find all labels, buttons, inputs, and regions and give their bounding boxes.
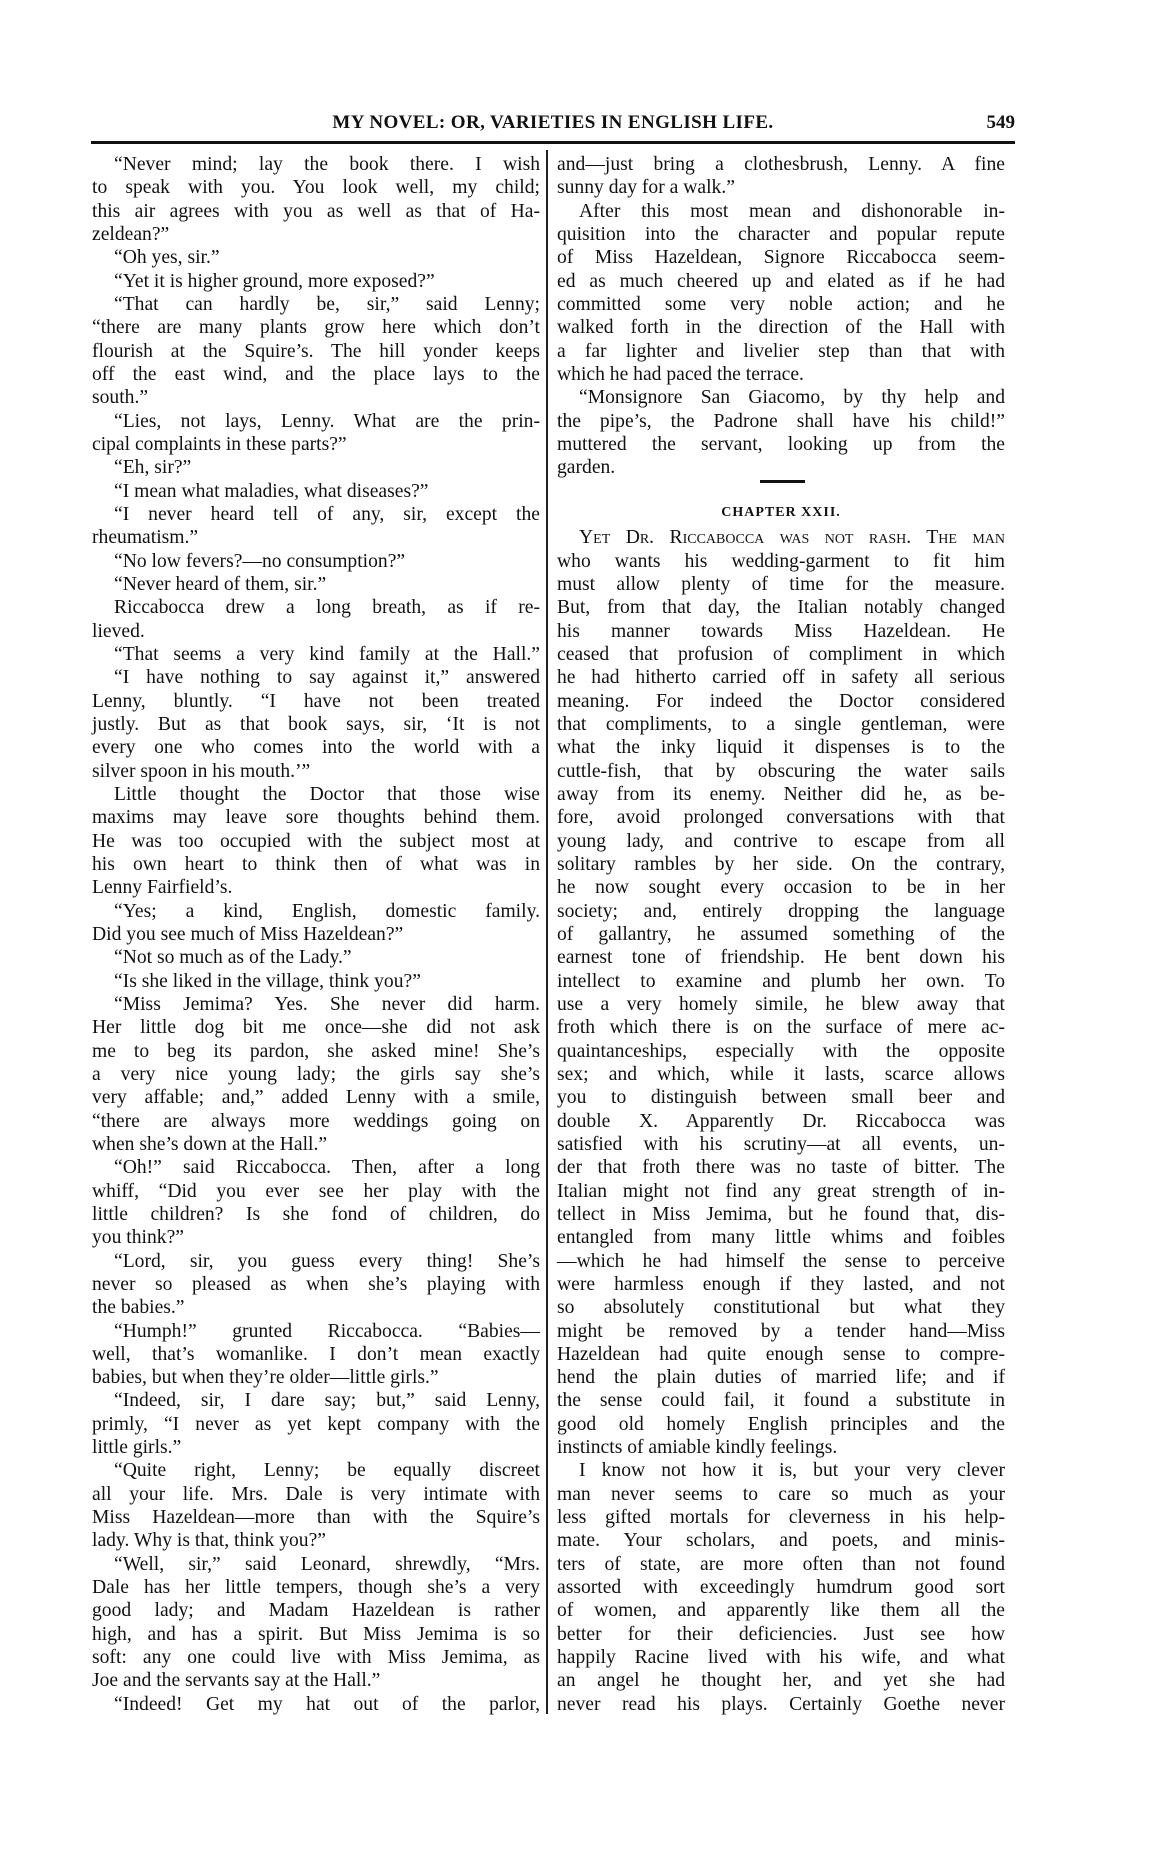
- text-line: mate. Your scholars, and poets, and minis-: [557, 1530, 1005, 1552]
- paragraph-start-line: “Never heard of them, sir.”: [114, 573, 327, 595]
- text-line: muttered the servant, looking up from the: [557, 433, 1005, 455]
- text-line: every one who comes into the world with a: [92, 737, 540, 759]
- text-line: justly. But as that book says, sir, ‘It is not: [92, 713, 540, 735]
- text-line: rheumatism.”: [92, 527, 199, 549]
- text-line: assorted with exceedingly humdrum good sort: [557, 1577, 1005, 1599]
- paragraph-start-line: After this most mean and dishonorable in-: [579, 200, 1005, 222]
- running-title: MY NOVEL: OR, VARIETIES IN ENGLISH LIFE.: [332, 112, 774, 133]
- text-line: quisition into the character and popular repute: [557, 223, 1005, 245]
- text-line: of gallantry, he assumed something of the: [557, 923, 1005, 945]
- paragraph-start-line: “Indeed, sir, I dare say; but,” said Lenny,: [114, 1390, 540, 1412]
- page-number: 549: [986, 112, 1015, 133]
- text-line: he now sought every occasion to be in her: [557, 877, 1005, 899]
- text-line: that compliments, to a single gentleman, were: [557, 713, 1005, 735]
- text-line: away from its enemy. Neither did he, as be-: [557, 783, 1005, 805]
- text-line: his own heart to think then of what was in: [92, 853, 540, 875]
- text-line: satisfied with his scrutiny—at all events, un-: [557, 1133, 1005, 1155]
- header-rule: [91, 141, 1015, 144]
- paragraph-start-line: I know not how it is, but your very clever: [579, 1460, 1005, 1482]
- text-line: fore, avoid prolonged conversations with that: [557, 807, 1005, 829]
- text-line: little girls.”: [92, 1437, 182, 1459]
- paragraph-start-line: “Lord, sir, you guess every thing! She’s: [114, 1250, 540, 1272]
- text-line: the sense could fail, it found a substitute in: [557, 1390, 1005, 1412]
- text-line: south.”: [92, 387, 149, 409]
- text-line: less gifted mortals for cleverness in his help-: [557, 1507, 1005, 1529]
- paragraph-start-line: “Monsignore San Giacomo, by thy help and: [579, 387, 1005, 409]
- text-line: high, and has a spirit. But Miss Jemima is so: [92, 1623, 540, 1645]
- text-line: Lenny Fairfield’s.: [92, 877, 233, 899]
- text-line: ters of state, are more often than not found: [557, 1553, 1005, 1575]
- text-line: very affable; and,” added Lenny with a smile,: [92, 1087, 540, 1109]
- text-line: the pipe’s, the Padrone shall have his child!”: [557, 410, 1005, 432]
- paragraph-start-line: “I have nothing to say against it,” answered: [114, 667, 540, 689]
- paragraph-start-line: “Yet it is higher ground, more exposed?”: [114, 270, 435, 292]
- text-line: babies, but when they’re older—little girls.”: [92, 1367, 439, 1389]
- text-line: entangled from many little whims and foibles: [557, 1227, 1005, 1249]
- paragraph-start-line: “Humph!” grunted Riccabocca. “Babies—: [114, 1320, 540, 1342]
- text-line: of Miss Hazeldean, Signore Riccabocca seem-: [557, 247, 1005, 269]
- text-line: cuttle-fish, that by obscuring the water sails: [557, 760, 1005, 782]
- text-line: a far lighter and livelier step than that with: [557, 340, 1005, 362]
- text-line: der that froth there was no taste of bitter. The: [557, 1157, 1005, 1179]
- text-line: double X. Apparently Dr. Riccabocca was: [557, 1110, 1005, 1132]
- text-line: off the east wind, and the place lays to the: [92, 363, 540, 385]
- text-line: better for their deficiencies. Just see how: [557, 1623, 1005, 1645]
- section-rule: [760, 480, 805, 483]
- running-head: [91, 108, 1015, 138]
- text-line: society; and, entirely dropping the language: [557, 900, 1005, 922]
- text-line: But, from that day, the Italian notably changed: [557, 597, 1005, 619]
- text-line: must allow plenty of time for the measure.: [557, 573, 1005, 595]
- paragraph-start-line: “Eh, sir?”: [114, 457, 192, 479]
- paragraph-start-line: “Quite right, Lenny; be equally discreet: [114, 1460, 540, 1482]
- paragraph-start-line: “Well, sir,” said Leonard, shrewdly, “Mrs.: [114, 1553, 540, 1575]
- paragraph-start-line: “That seems a very kind family at the Hall.”: [114, 643, 540, 665]
- text-line: froth which there is on the surface of mere ac-: [557, 1017, 1005, 1039]
- text-line: soft: any one could live with Miss Jemima, as: [92, 1647, 540, 1669]
- paragraph-start-line: “I mean what maladies, what diseases?”: [114, 480, 429, 502]
- text-line: committed some very noble action; and he: [557, 293, 1005, 315]
- text-line: when she’s down at the Hall.”: [92, 1133, 328, 1155]
- text-line: hend the plain duties of married life; and if: [557, 1367, 1005, 1389]
- text-line: well, that’s womanlike. I don’t mean exactly: [92, 1343, 540, 1365]
- text-line: He was too occupied with the subject most at: [92, 830, 540, 852]
- text-line: Joe and the servants say at the Hall.”: [92, 1670, 381, 1692]
- text-line: walked forth in the direction of the Hall with: [557, 317, 1005, 339]
- text-line: good old homely English principles and the: [557, 1413, 1005, 1435]
- text-line: me to beg its pardon, she asked mine! She’s: [92, 1040, 540, 1062]
- text-line: lady. Why is that, think you?”: [92, 1530, 326, 1552]
- text-line: zeldean?”: [92, 223, 170, 245]
- paragraph-start-line: Little thought the Doctor that those wise: [114, 783, 540, 805]
- text-line: Her little dog bit me once—she did not ask: [92, 1017, 540, 1039]
- text-line: ceased that profusion of compliment in which: [557, 643, 1005, 665]
- text-line: Lenny, bluntly. “I have not been treated: [92, 690, 540, 712]
- text-line: who wants his wedding-garment to fit him: [557, 550, 1005, 572]
- text-line: cipal complaints in these parts?”: [92, 433, 347, 455]
- paragraph-start-line: Yet Dr. Riccabocca was not rash. The man: [579, 527, 1005, 549]
- paragraph-start-line: “Lies, not lays, Lenny. What are the prin-: [114, 410, 540, 432]
- text-line: Italian might not find any great strength of in-: [557, 1180, 1005, 1202]
- text-line: flourish at the Squire’s. The hill yonder keeps: [92, 340, 540, 362]
- text-line: which he had paced the terrace.: [557, 363, 804, 385]
- text-line: tellect in Miss Jemima, but he found that, dis-: [557, 1203, 1005, 1225]
- paragraph-start-line: “Oh yes, sir.”: [114, 247, 220, 269]
- paragraph-start-line: “I never heard tell of any, sir, except the: [114, 503, 540, 525]
- text-line: use a very homely simile, he blew away that: [557, 993, 1005, 1015]
- text-line: the babies.”: [92, 1297, 185, 1319]
- text-line: “there are always more weddings going on: [92, 1110, 540, 1132]
- text-line: young lady, and contrive to escape from all: [557, 830, 1005, 852]
- text-line: solitary rambles by her side. On the contrary,: [557, 853, 1005, 875]
- paragraph-start-line: “Never mind; lay the book there. I wish: [114, 154, 540, 175]
- text-line: little children? Is she fond of children, do: [92, 1203, 540, 1225]
- text-line: Did you see much of Miss Hazeldean?”: [92, 923, 404, 945]
- text-line: what the inky liquid it dispenses is to the: [557, 737, 1005, 759]
- chapter-heading: CHAPTER XXII.: [721, 505, 841, 520]
- text-line: whiff, “Did you ever see her play with the: [92, 1180, 540, 1202]
- text-line: ed as much cheered up and elated as if he had: [557, 270, 1005, 292]
- paragraph-start-line: “Yes; a kind, English, domestic family.: [114, 900, 540, 922]
- text-line: lieved.: [92, 620, 145, 642]
- text-line: earnest tone of friendship. He bent down his: [557, 947, 1005, 969]
- text-line: garden.: [557, 457, 616, 479]
- paragraph-start-line: “That can hardly be, sir,” said Lenny;: [114, 293, 540, 315]
- text-line: “there are many plants grow here which don’t: [92, 317, 540, 339]
- text-line: you to distinguish between small beer and: [557, 1087, 1005, 1109]
- text-line: so absolutely constitutional but what they: [557, 1297, 1005, 1319]
- paragraph-start-line: “Indeed! Get my hat out of the parlor,: [114, 1693, 540, 1715]
- text-line: Dale has her little tempers, though she’s a very: [92, 1577, 540, 1599]
- text-line: good lady; and Madam Hazeldean is rather: [92, 1600, 540, 1622]
- paragraph-start-line: “Miss Jemima? Yes. She never did harm.: [114, 993, 540, 1015]
- text-line: a very nice young lady; the girls say she’s: [92, 1063, 540, 1085]
- text-line: sunny day for a walk.”: [557, 177, 735, 199]
- text-line: meaning. For indeed the Doctor considered: [557, 690, 1005, 712]
- text-line: he had hitherto carried off in safety all serious: [557, 667, 1005, 689]
- text-line: and—just bring a clothesbrush, Lenny. A fine: [557, 154, 1005, 175]
- text-line: all your life. Mrs. Dale is very intimate with: [92, 1483, 540, 1505]
- text-line: never read his plays. Certainly Goethe never: [557, 1693, 1005, 1715]
- text-line: never so pleased as when she’s playing with: [92, 1273, 540, 1295]
- paragraph-start-line: Riccabocca drew a long breath, as if re-: [114, 597, 540, 619]
- paragraph-start-line: “Not so much as of the Lady.”: [114, 947, 352, 969]
- text-line: of women, and apparently like them all the: [557, 1600, 1005, 1622]
- text-line: Miss Hazeldean—more than with the Squire’s: [92, 1507, 540, 1529]
- text-line: sex; and which, while it lasts, scarce allows: [557, 1063, 1005, 1085]
- column-divider: [546, 150, 548, 1714]
- text-line: might be removed by a tender hand—Miss: [557, 1320, 1005, 1342]
- text-line: maxims may leave sore thoughts behind them.: [92, 807, 540, 829]
- text-line: this air agrees with you as well as that of Ha-: [92, 200, 540, 222]
- text-line: were harmless enough if they lasted, and not: [557, 1273, 1005, 1295]
- text-line: to speak with you. You look well, my child;: [92, 177, 540, 199]
- text-line: you think?”: [92, 1227, 184, 1249]
- text-line: instincts of amiable kindly feelings.: [557, 1437, 838, 1459]
- text-line: Hazeldean had quite enough sense to compre-: [557, 1343, 1005, 1365]
- text-line: happily Racine lived with his wife, and what: [557, 1647, 1005, 1669]
- paragraph-start-line: “No low fevers?—no consumption?”: [114, 550, 406, 572]
- text-line: silver spoon in his mouth.’”: [92, 760, 311, 782]
- paragraph-start-line: “Is she liked in the village, think you?”: [114, 970, 421, 992]
- text-line: quaintanceships, especially with the opposite: [557, 1040, 1005, 1062]
- text-line: an angel he thought her, and yet she had: [557, 1670, 1005, 1692]
- text-line: —which he had himself the sense to perceive: [557, 1250, 1005, 1272]
- text-line: primly, “I never as yet kept company with the: [92, 1413, 540, 1435]
- text-line: his manner towards Miss Hazeldean. He: [557, 620, 1005, 642]
- paragraph-start-line: “Oh!” said Riccabocca. Then, after a long: [114, 1157, 540, 1179]
- text-line: intellect to examine and plumb her own. To: [557, 970, 1005, 992]
- text-line: man never seems to care so much as your: [557, 1483, 1005, 1505]
